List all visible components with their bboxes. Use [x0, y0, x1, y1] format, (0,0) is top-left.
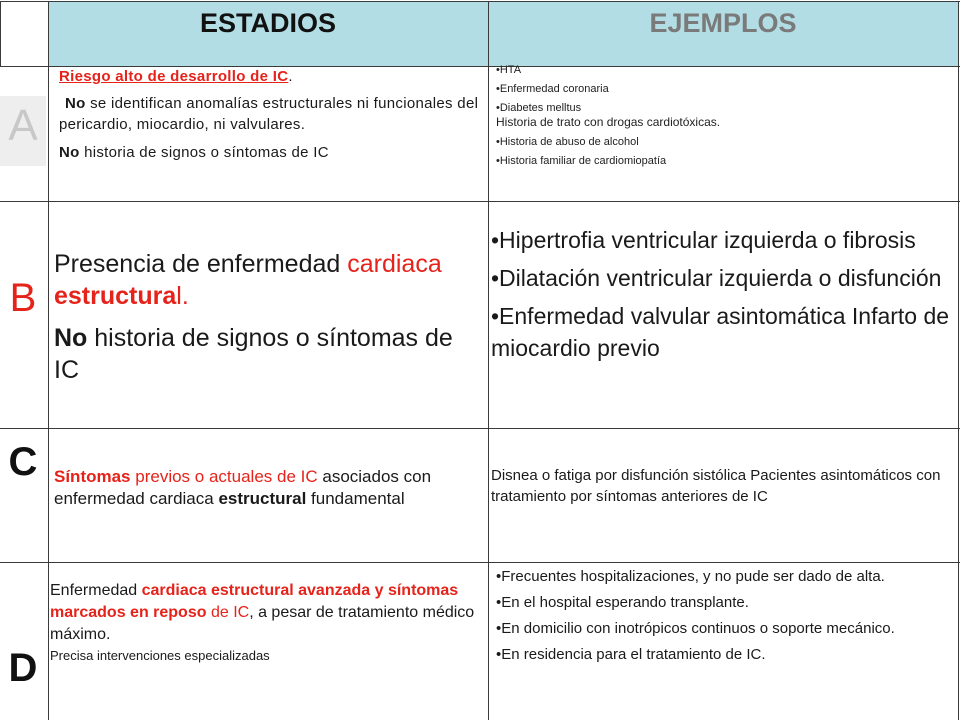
stage-a-line2-text: historia de signos o síntomas de IC: [79, 144, 329, 161]
stage-d-enfermedad: Enfermedad: [50, 582, 142, 599]
stage-c-description: [54, 466, 484, 510]
stage-c-example: Disnea o fatiga por disfunción sistólica Pacientes asintomáticos con tratamiento por síntomas anteriores de IC: [491, 467, 941, 505]
stage-d-de-ic: de IC: [206, 604, 250, 621]
stage-d-avanzada: cardiaca estructural avanzada y síntomas marcados en reposo: [50, 582, 459, 621]
stage-a-examples: [496, 63, 951, 168]
stage-a-line1: [59, 93, 484, 135]
stage-b-suffix: l.: [176, 282, 189, 310]
stage-letter-c: C: [8, 440, 38, 484]
list-item: •En domicilio con inotrópicos continuos o soporte mecánico.: [496, 620, 895, 637]
stage-a-line1-text: se identifican anomalías estructurales ni funcionales del pericardio, miocardio, ni valvulares.: [59, 95, 479, 133]
stage-a-risk-title: Riesgo alto de desarrollo de IC: [59, 68, 289, 85]
grid-line: [0, 428, 960, 429]
list-item: •Frecuentes hospitalizaciones, y no pude ser dado de alta.: [496, 568, 885, 585]
stage-d-tratamiento: , a pesar de tratamiento médico máximo.: [50, 604, 475, 643]
list-item: •Enfermedad valvular asintomática Infarto de miocardio previo: [491, 303, 950, 361]
grid-line: [958, 1, 959, 720]
stage-b-para1: [54, 248, 484, 312]
stage-a-description: [59, 66, 484, 163]
stage-d-note: Precisa intervenciones especializadas: [50, 648, 270, 663]
list-item: •Historia familiar de cardiomiopatía: [496, 155, 667, 167]
list-item: •En residencia para el tratamiento de IC.: [496, 646, 766, 663]
grid-line: [488, 1, 489, 720]
stage-c-sintomas: Síntomas: [54, 467, 131, 486]
stage-letter-b: B: [9, 276, 37, 320]
list-item: •Hipertrofia ventricular izquierda o fibrosis: [491, 227, 916, 253]
stage-b-para2-text: historia de signos o síntomas de IC: [54, 324, 453, 384]
list-item: •Historia de abuso de alcohol: [496, 136, 639, 148]
stage-b-para2: [54, 322, 484, 386]
list-item: •Dilatación ventricular izquierda o disfunción: [491, 265, 942, 291]
header-ejemplos: EJEMPLOS: [649, 8, 797, 38]
stage-a-risk-dot: .: [288, 68, 293, 85]
list-item: •HTA: [496, 64, 522, 76]
header-estadios: ESTADIOS: [199, 8, 336, 38]
grid-line: [0, 201, 960, 202]
stage-c-asociados: asociados con enfermedad cardiaca: [54, 467, 432, 508]
grid-line: [0, 1, 1, 66]
stage-a-line2: [59, 142, 484, 163]
list-item: •Enfermedad coronaria: [496, 83, 609, 95]
stage-a-no1: No: [65, 95, 86, 112]
stage-b-text: Presencia de enfermedad: [54, 250, 348, 278]
stage-a-no2: No: [59, 144, 80, 161]
stage-c-fundamental: fundamental: [306, 489, 405, 508]
list-item: Historia de trato con drogas cardiotóxicas.: [496, 115, 721, 129]
grid-line: [0, 562, 960, 563]
stage-letter-a: A: [0, 96, 46, 166]
list-item: •Diabetes melltus: [496, 102, 582, 114]
stage-b-no: No: [54, 324, 88, 352]
stage-d-examples: [496, 566, 951, 665]
stage-b-examples: [491, 224, 953, 364]
stage-b-description: [54, 248, 484, 386]
stage-letter-d: D: [8, 646, 38, 690]
grid-line: [0, 1, 960, 2]
stage-a-risk: [59, 66, 484, 87]
stage-c-estructural: estructural: [218, 489, 307, 508]
stage-b-estructural: estructura: [54, 282, 177, 310]
list-item: •En el hospital esperando transplante.: [496, 594, 749, 611]
stage-c-previos: previos o actuales de IC: [130, 467, 318, 486]
stage-d-description: [50, 580, 482, 666]
stage-b-cardiaca: cardiaca: [347, 250, 442, 278]
grid-line: [48, 1, 49, 720]
